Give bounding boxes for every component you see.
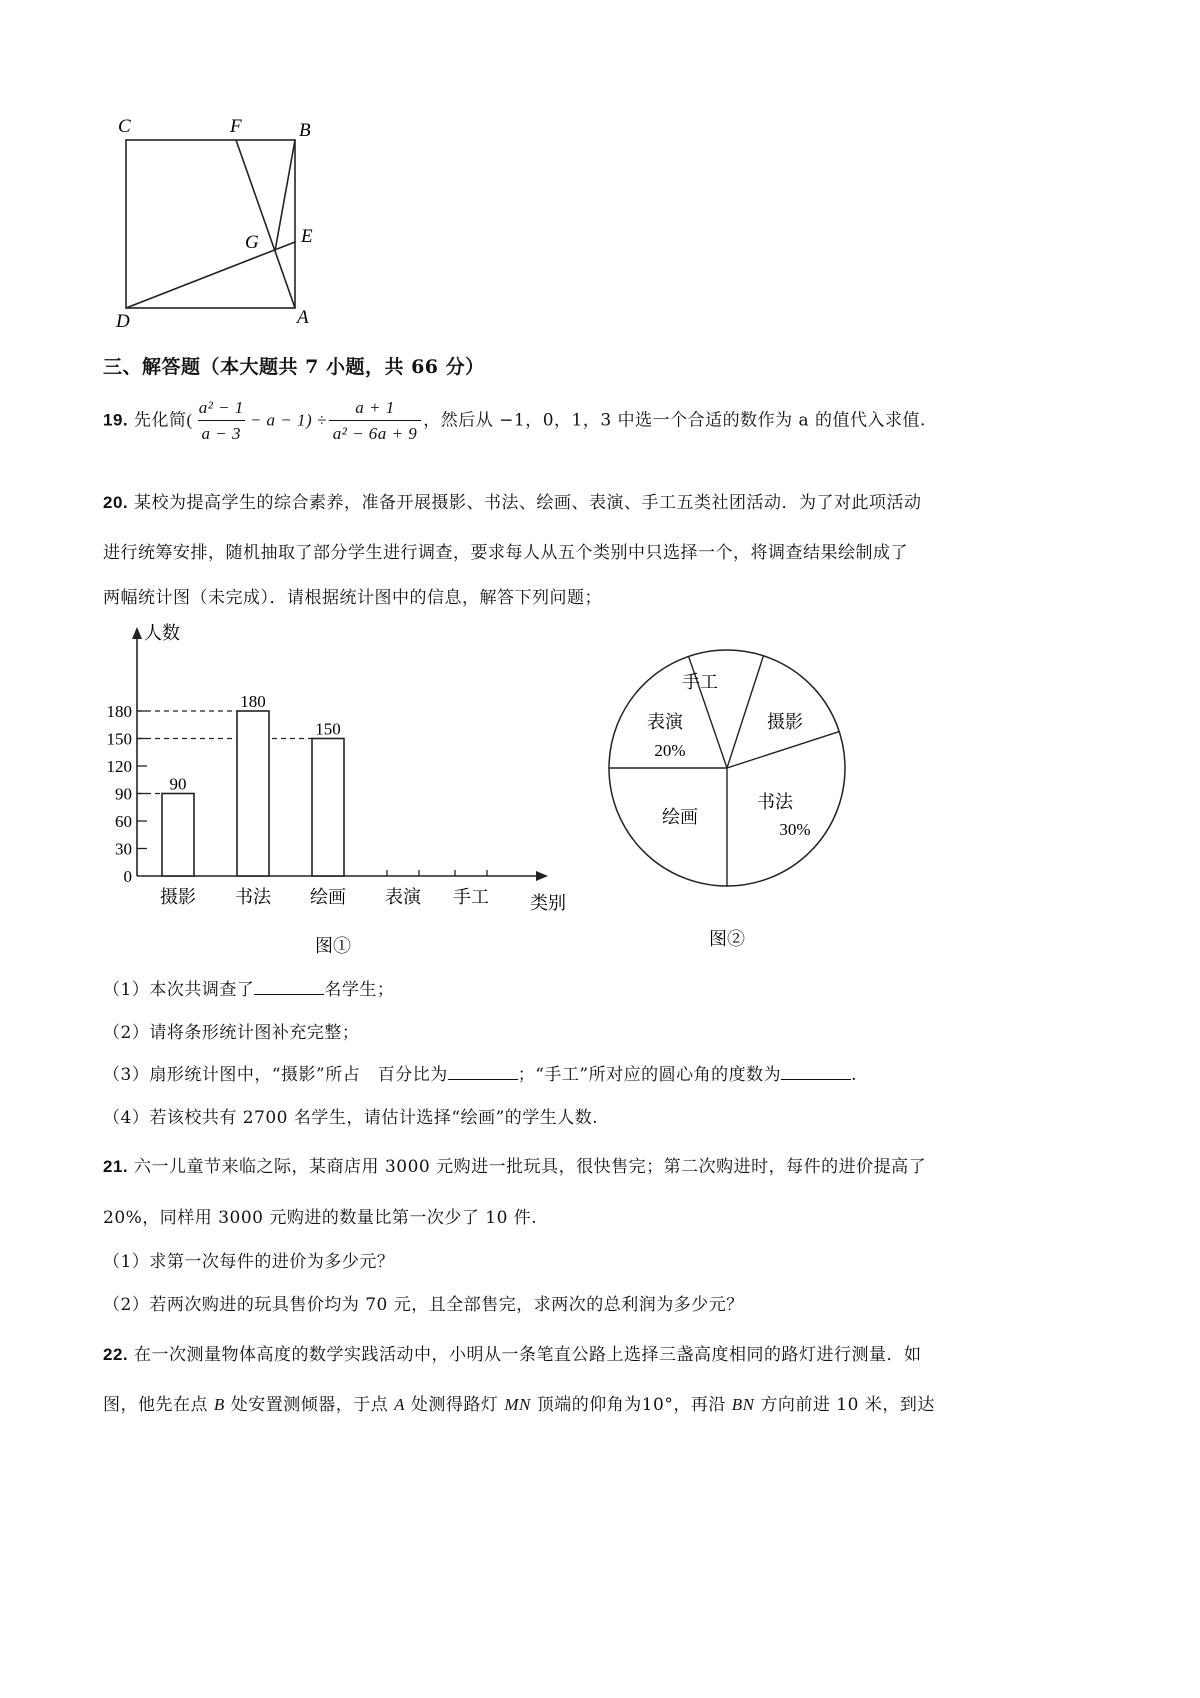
- chart-caption: 图①: [315, 936, 351, 956]
- category-label: 手工: [453, 887, 489, 907]
- question-21-line-2: 20%，同样用 3000 元购进的数量比第一次少了 10 件.: [103, 1208, 538, 1228]
- q22-text: 图，他先在点: [103, 1395, 208, 1415]
- geometry-figure: [100, 105, 340, 335]
- data-label: 150: [315, 719, 341, 739]
- question-19: 19. 先化简( $\frac{\text{a² − 1}}{a - 3}$ − a − 1) ÷ $\frac{a + 1}{\text{a² − 6a + 9}}$ ，然后从 −1，0，1，3 中选一个合适的数作为 a 的值代入求值.: [103, 398, 926, 443]
- segment-fa: [236, 140, 295, 308]
- segment-bn: BN: [731, 1395, 755, 1414]
- label-f: F: [230, 116, 242, 137]
- fraction-1-numerator: a² − 1: [198, 398, 244, 417]
- slice-label: 表演: [647, 712, 683, 732]
- x-axis-label: 类别: [530, 893, 566, 913]
- y-tick-label: 60: [115, 812, 132, 831]
- q19-suffix: ，然后从 −1，0，1，3 中选一个合适的数作为 a 的值代入求值.: [423, 410, 926, 431]
- slice-label: 手工: [682, 672, 718, 692]
- y-tick-label: 90: [115, 784, 132, 804]
- fraction-2: [329, 398, 422, 444]
- bar-chart: [100, 615, 590, 960]
- point-b: B: [213, 1395, 225, 1414]
- question-22-line-2: [103, 1390, 935, 1415]
- q21-text: 六一儿童节来临之际，某商店用 3000 元购进一批玩具，很快售完；第二次购进时，每件的进价提高了: [134, 1157, 927, 1177]
- question-20-line-1: [103, 488, 922, 513]
- answer-blank[interactable]: [781, 1065, 851, 1080]
- q20-sub-3-text-end: .: [851, 1065, 857, 1085]
- q20-sub-1-text: （1）本次共调查了: [103, 980, 255, 1000]
- y-tick-label: 150: [106, 729, 132, 749]
- y-axis-arrow-icon: [132, 627, 142, 639]
- q22-text: 在一次测量物体高度的数学实践活动中，小明从一条笔直公路上选择三盏高度相同的路灯进行测量．如: [134, 1345, 922, 1365]
- q20-text: 某校为提高学生的综合素养，准备开展摄影、书法、绘画、表演、手工五类社团活动．为了对此项活动: [134, 493, 922, 513]
- fraction-2-denominator: a² − 6a + 9: [329, 420, 422, 444]
- q22-text: 顶端的仰角为10°，再沿: [536, 1395, 726, 1415]
- question-20-line-3: 两幅统计图（未完成）．请根据统计图中的信息，解答下列问题；: [103, 588, 602, 608]
- category-label: 书法: [235, 887, 271, 907]
- q20-sub-4: （4）若该校共有 2700 名学生，请估计选择“绘画”的学生人数.: [103, 1108, 599, 1128]
- y-tick-label: 0: [123, 867, 132, 886]
- q20-sub-3-text: （3）扇形统计图中，“摄影”所占 百分比为: [103, 1065, 448, 1085]
- bar-摄影: [162, 794, 194, 877]
- label-c: C: [118, 116, 131, 137]
- question-21-line-1: [103, 1152, 926, 1177]
- label-b: B: [299, 120, 311, 141]
- answer-blank[interactable]: [254, 980, 324, 995]
- q19-middle: − a − 1) ÷: [249, 410, 327, 430]
- q19-prefix: 先化简: [134, 410, 187, 431]
- label-a: A: [297, 307, 309, 328]
- q22-text: 处安置测倾器，于点: [230, 1395, 389, 1415]
- q22-text: 方向前进 10 米，到达: [760, 1395, 935, 1415]
- slice-label: 摄影: [767, 712, 803, 732]
- question-number: 19.: [103, 410, 129, 430]
- slice-percent-label: 30%: [779, 820, 811, 839]
- label-d: D: [116, 311, 130, 332]
- y-tick-label: 120: [106, 757, 132, 776]
- q20-sub-1: [103, 975, 394, 1000]
- question-number: 22.: [103, 1345, 129, 1364]
- q20-sub-3-text-mid: ；“手工”所对应的圆心角的度数为: [517, 1065, 782, 1085]
- question-20-line-2: 进行统筹安排，随机抽取了部分学生进行调查，要求每人从五个类别中只选择一个，将调查结果绘制成了: [103, 543, 908, 563]
- segment-de: [126, 242, 295, 308]
- x-axis-arrow-icon: [536, 871, 548, 881]
- data-label: 90: [169, 774, 187, 794]
- q20-sub-1-text-end: 名学生；: [324, 980, 395, 1000]
- y-tick-label: 180: [106, 702, 132, 721]
- q20-sub-3: [103, 1060, 857, 1085]
- data-label: 180: [240, 692, 266, 711]
- y-tick-label: 30: [115, 839, 132, 859]
- category-label: 绘画: [310, 887, 346, 907]
- fraction-1-denominator: a − 3: [198, 420, 245, 444]
- slice-label: 绘画: [662, 807, 698, 827]
- square-cbad: [126, 140, 295, 308]
- q21-sub-2: （2）若两次购进的玩具售价均为 70 元，且全部售完，求两次的总利润为多少元？: [103, 1295, 744, 1315]
- segment-mn: MN: [504, 1395, 531, 1414]
- section-heading: 三、解答题（本大题共 7 小题，共 66 分）: [103, 356, 485, 378]
- chart-caption: 图②: [709, 929, 745, 949]
- question-number: 21.: [103, 1157, 129, 1176]
- y-axis-label: 人数: [144, 623, 180, 643]
- fraction-2-numerator: a + 1: [355, 398, 395, 417]
- fraction-1: [195, 398, 248, 444]
- q20-sub-2: （2）请将条形统计图补充完整；: [103, 1023, 360, 1043]
- pie-chart: [595, 640, 860, 955]
- answer-blank[interactable]: [448, 1065, 518, 1080]
- bar-书法: [237, 711, 269, 876]
- q22-text: 处测得路灯: [410, 1395, 499, 1415]
- category-label: 表演: [385, 887, 421, 907]
- segment-bg: [275, 140, 295, 251]
- bar-绘画: [312, 739, 344, 877]
- category-label: 摄影: [160, 887, 196, 907]
- slice-label: 书法: [757, 792, 793, 812]
- label-e: E: [301, 226, 313, 247]
- question-number: 20.: [103, 493, 129, 512]
- label-g: G: [245, 232, 259, 253]
- point-a: A: [394, 1395, 405, 1414]
- q21-sub-1: （1）求第一次每件的进价为多少元？: [103, 1252, 395, 1272]
- question-22-line-1: [103, 1340, 922, 1365]
- slice-percent-label: 20%: [654, 741, 686, 760]
